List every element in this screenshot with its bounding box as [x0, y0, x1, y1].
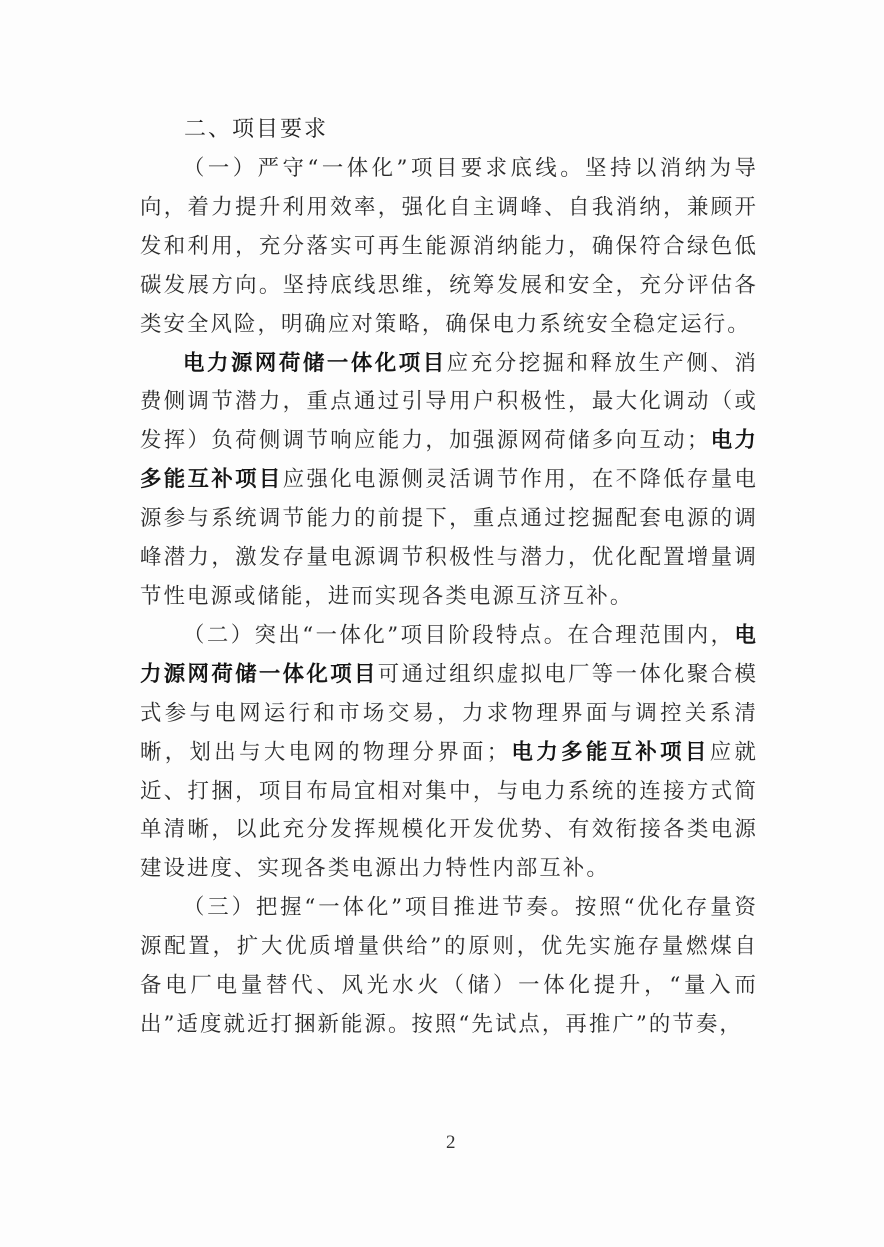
text-segment: 可通过组织虚拟电厂等一体化聚合模式参与电网运行和市场交易，力求物理界面与调控关系清晰，划出与大电网的物理分界面； — [140, 661, 758, 765]
bold-term-multi-energy-project: 电力多能互补项目 — [510, 739, 710, 765]
text-segment: （三）把握“一体化”项目推进节奏。按照“优化存量资源配置，扩大优质增量供给”的原则，优先实施存量燃煤自备电厂电量替代、风光水火（储）一体化提升，“量入而出”适度就近打捆新能源。按照“先试点，再推广”的节奏， — [140, 895, 758, 1037]
text-segment: 应就近、打捆，项目布局宜相对集中，与电力系统的连接方式简单清晰，以此充分发挥规模化开发优势、有效衔接各类电源建设进度、实现各类电源出力特性内部互补。 — [140, 739, 758, 882]
bold-term-integrated-project: 电力源网荷储一体化项目 — [183, 350, 447, 376]
section-heading: 二、项目要求 — [184, 117, 329, 142]
paragraph-pace — [140, 889, 758, 1045]
text-segment: 应充分挖掘和释放生产侧、消费侧调节潜力，重点通过引导用户积极性，最大化调动（或发挥）负荷侧调节响应能力，加强源网荷储多向互动； — [140, 350, 758, 454]
text-segment: （二）突出“一体化”项目阶段特点。在合理范围内， — [183, 622, 735, 648]
bold-term-multi-energy-project: 电力多能互补项目 — [140, 428, 758, 493]
paragraph-stage-features — [140, 617, 758, 889]
text-segment: （一）严守“一体化”项目要求底线。坚持以消纳为导向，着力提升利用效率，强化自主调峰、自我消纳，兼顾开发和利用，充分落实可再生能源消纳能力，确保符合绿色低碳发展方向。坚持底线思维，统筹发展和安全，充分评估各类安全风险，明确应对策略，确保电力系统安全稳定运行。 — [140, 156, 758, 337]
body-text — [140, 150, 758, 1045]
bold-term-integrated-project: 电力源网荷储一体化项目 — [140, 622, 758, 687]
paragraph-bottom-line — [140, 150, 758, 345]
paragraph-project-types — [140, 345, 758, 617]
page-number: 2 — [446, 1132, 456, 1153]
text-segment: 应强化电源侧灵活调节作用，在不降低存量电源参与系统调节能力的前提下，重点通过挖掘配套电源的调峰潜力，激发存量电源调节积极性与潜力，优化配置增量调节性电源或储能，进而实现各类电源互济互补。 — [140, 467, 758, 609]
